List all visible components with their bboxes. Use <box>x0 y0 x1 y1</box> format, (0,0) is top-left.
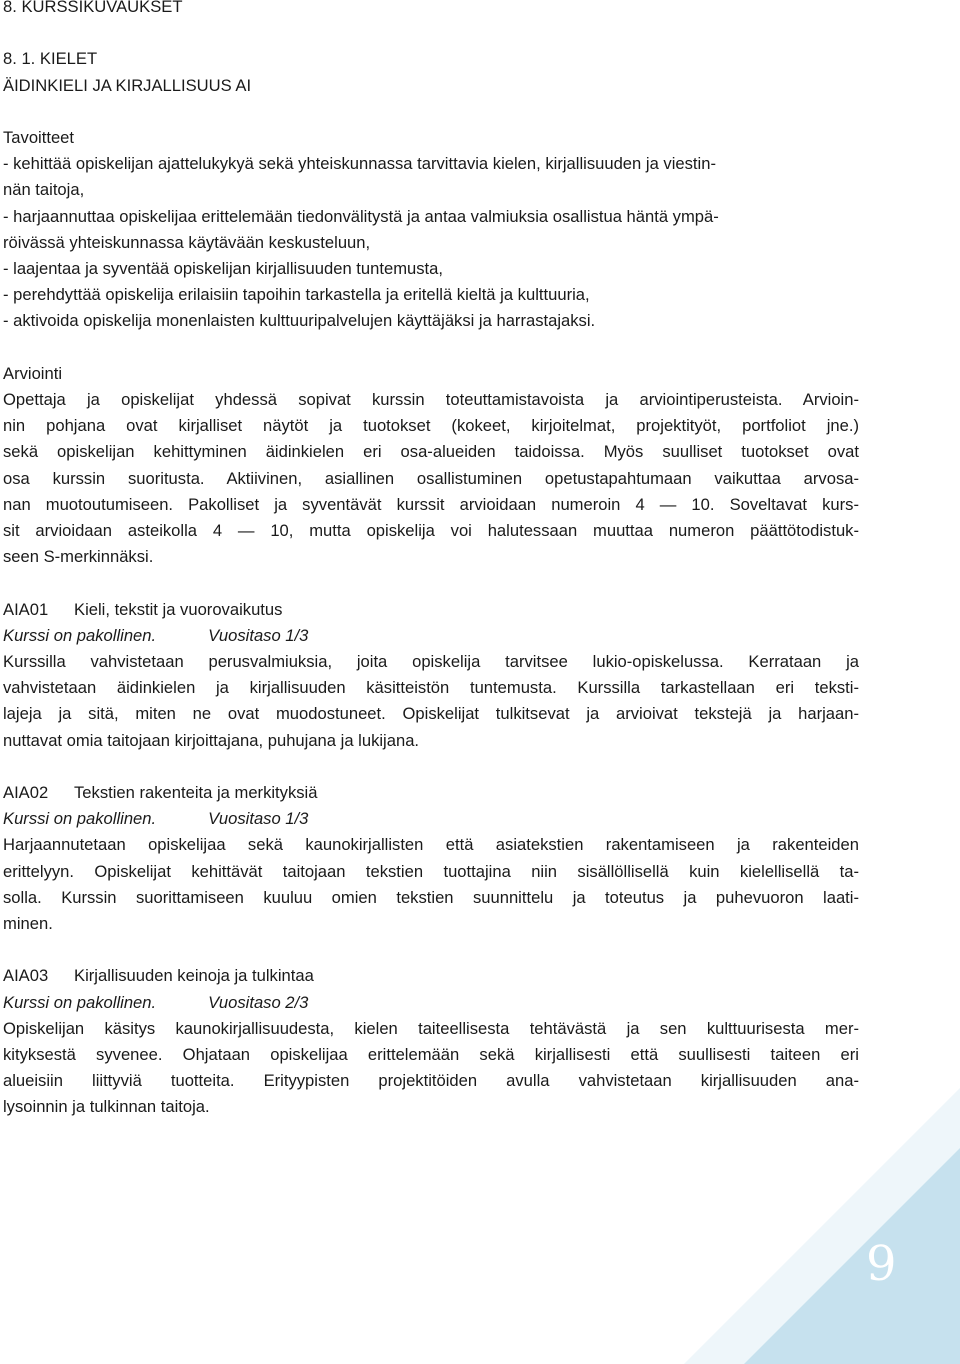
course-description-line: alueisiin liittyviä tuotteita. Erityypisten projektitöiden avulla vahvistetaan kirjallisuuden ana- <box>3 1071 859 1091</box>
course-status: Kurssi on pakollinen. <box>3 992 157 1012</box>
assessment-line: seen S-merkinnäksi. <box>3 547 154 567</box>
course-description-line: lysoinnin ja tulkinnan taitoja. <box>3 1097 210 1117</box>
course-description-line: vahvistetaan äidinkielen ja kirjallisuuden käsitteistön tuntemusta. Kurssilla tarkastellaan eri teksti- <box>3 678 859 698</box>
course-description-line: nuttavat omia taitojaan kirjoittajana, puhujana ja lukijana. <box>3 730 420 750</box>
course-description-line: solla. Kurssin suorittamiseen kuuluu omien tekstien suunnittelu ja toteutus ja puhevuoron laati- <box>3 887 859 907</box>
corner-decoration <box>684 1088 960 1364</box>
goal-line: - harjaannuttaa opiskelijaa erittelemään tiedonvälitystä ja antaa valmiuksia osallistua häntä ympä- <box>3 206 719 226</box>
course-aia03 <box>3 963 859 1120</box>
assessment-line: osa kurssin suoritusta. Aktiivinen, asiallinen osallistuminen opetustapahtumaan vaikuttaa arvosa- <box>3 468 859 488</box>
course-code: AIA02 <box>3 783 49 803</box>
subject-title: ÄIDINKIELI JA KIRJALLISUUS AI <box>3 75 252 95</box>
page-number: 9 <box>866 1236 897 1292</box>
course-status: Kurssi on pakollinen. <box>3 625 157 645</box>
goal-line: - kehittää opiskelijan ajattelukykyä sekä yhteiskunnassa tarvittavia kielen, kirjallisuuden ja viestin- <box>3 154 716 174</box>
assessment-heading: Arviointi <box>3 363 63 383</box>
goals-list <box>3 151 859 334</box>
course-aia02 <box>3 780 859 937</box>
course-description-line: Opiskelijan käsitys kaunokirjallisuudesta, kielen taiteellisesta tehtävästä ja sen kulttuurisesta mer- <box>3 1018 859 1038</box>
assessment-line: Opettaja ja opiskelijat yhdessä sopivat kurssin toteuttamistavoista ja arviointiperusteista. Arvioin- <box>3 390 859 409</box>
course-title-line <box>3 597 859 623</box>
course-title: Kieli, tekstit ja vuorovaikutus <box>74 599 283 619</box>
assessment-line: nin pohjana ovat kirjalliset näytöt ja tuotokset (kokeet, kirjoitelmat, projektityöt, portfoliot jne.) <box>3 416 859 436</box>
course-level: Vuositaso 2/3 <box>208 992 309 1012</box>
course-description-line: Harjaannutetaan opiskelijaa sekä kaunokirjallisten että asiatekstien rakentamiseen ja rakenteiden <box>3 835 859 855</box>
course-description-line: kityksestä syvenee. Ohjataan opiskelijaa erittelemään sekä kirjallisesti että suullisesti taiteen eri <box>3 1045 859 1065</box>
course-meta <box>3 990 859 1016</box>
course-description-line: Kurssilla vahvistetaan perusvalmiuksia, joita opiskelija tarvitsee lukio-opiskelussa. Kerrataan ja <box>3 652 859 672</box>
document-body <box>3 0 859 1121</box>
course-title-line <box>3 780 859 806</box>
section-heading: 8. KURSSIKUVAUKSET <box>3 0 183 16</box>
assessment-line: nan muotoutumiseen. Pakolliset ja syventävät kurssit arvioidaan numeroin 4 — 10. Soveltavat kurs- <box>3 494 859 514</box>
goal-line: - aktivoida opiskelija monenlaisten kulttuuripalvelujen käyttäjäksi ja harrastajaksi. <box>3 311 596 331</box>
assessment-line: sit arvioidaan asteikolla 4 — 10, mutta opiskelija voi halutessaan muuttaa numeron päättötodistuk- <box>3 521 859 541</box>
course-aia01 <box>3 597 859 754</box>
assessment-line: sekä opiskelijan kehittyminen äidinkielen eri osa-alueiden taidoissa. Myös suulliset tuotokset ovat <box>3 442 859 462</box>
course-meta <box>3 623 859 649</box>
course-status: Kurssi on pakollinen. <box>3 809 157 829</box>
course-level: Vuositaso 1/3 <box>208 625 309 645</box>
course-code: AIA01 <box>3 599 49 619</box>
goal-line: - perehdyttää opiskelija erilaisiin tapoihin tarkastella ja eritellä kieltä ja kulttuuria, <box>3 285 590 305</box>
course-description-line: erittelyyn. Opiskelijat kehittävät taitojaan tekstien tuottajina niin sisällöllisellä kuin kielellisellä ta- <box>3 861 859 881</box>
course-description-line: minen. <box>3 914 53 934</box>
course-title: Kirjallisuuden keinoja ja tulkintaa <box>74 966 314 986</box>
course-title: Tekstien rakenteita ja merkityksiä <box>74 783 318 803</box>
course-description-line: lajeja ja sitä, miten ne ovat muodostuneet. Opiskelijat tulkitsevat ja arvioivat tekstejä ja harjaan- <box>3 704 859 724</box>
course-title-line <box>3 963 859 989</box>
assessment-paragraph <box>3 387 859 570</box>
subject-number: 8. 1. KIELET <box>3 49 98 69</box>
course-code: AIA03 <box>3 966 49 986</box>
goal-line: nän taitoja, <box>3 180 85 200</box>
goal-line: röivässä yhteiskunnassa käytävään keskusteluun, <box>3 232 371 252</box>
course-level: Vuositaso 1/3 <box>208 809 309 829</box>
goals-heading: Tavoitteet <box>3 127 75 147</box>
course-meta <box>3 806 859 832</box>
goal-line: - laajentaa ja syventää opiskelijan kirjallisuuden tuntemusta, <box>3 259 443 278</box>
